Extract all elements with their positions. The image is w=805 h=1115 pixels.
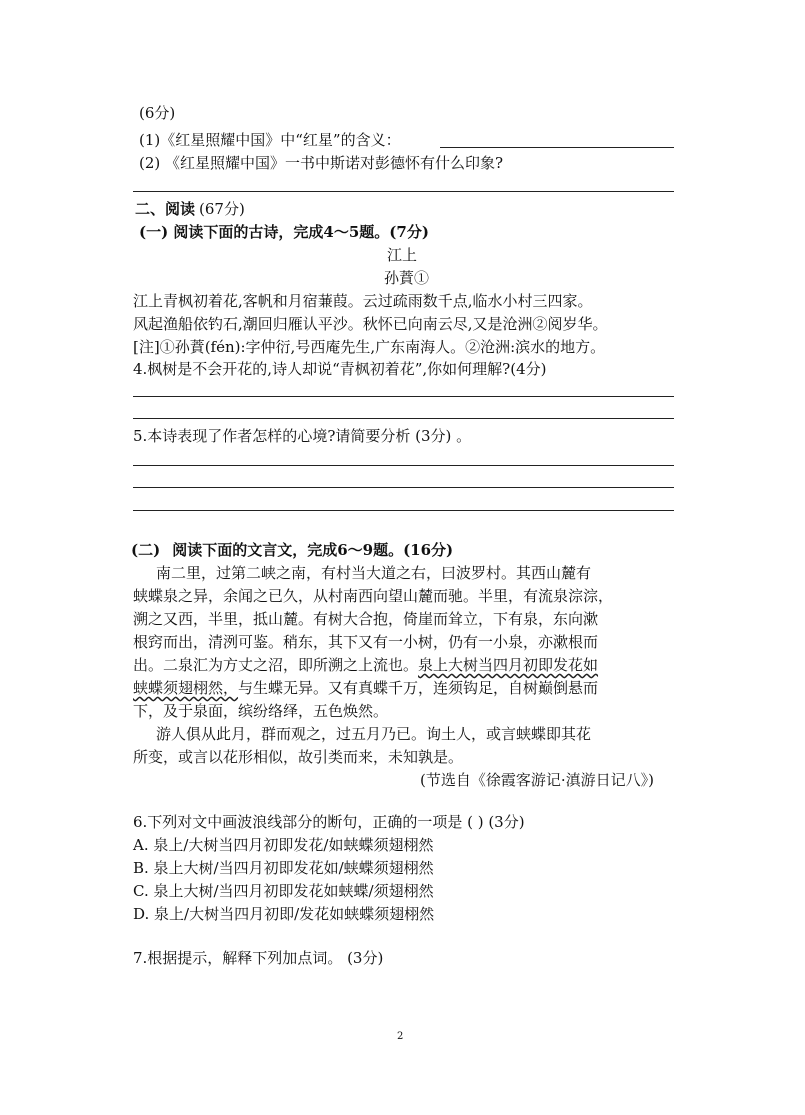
poem-line-2: 风起渔船依钓石,潮回归雁认平沙。秋怀已向南云尽,又是沧洲②阅岁华。 [133,315,608,333]
answer-line-q5-3 [133,510,674,511]
part2-heading-num: (二) [131,541,161,559]
option-d: D. 泉上/大树当四月初即/发花如蛱蝶须翅栩然 [133,905,435,923]
question-2-label: (2) 《红星照耀中国》一书中斯诺对彭德怀有什么印象? [139,154,504,172]
passage-line: 游人俱从此月，群而观之，过五月乃已。询土人，或言蛱蝶即其花 [156,725,592,743]
poem-author: 孙蕡① [384,269,430,287]
passage-line: 下，及于泉面，缤纷络绎，五色焕然。 [133,702,389,720]
passage-text: 与生蝶无异。又有真蝶千万，连须钩足，自树巅倒悬而 [238,679,599,697]
option-a: A. 泉上/大树当四月初即发花/如蛱蝶须翅栩然 [133,836,434,854]
question-7: 7.根据提示，解释下列加点词。 (3分) [133,949,384,967]
question-6: 6.下列对文中画波浪线部分的断句，正确的一项是 ( ) (3分) [133,813,525,831]
passage-source: (节选自《徐霞客游记·滇游日记八》) [420,771,654,789]
question-1-label: (1)《红星照耀中国》中“红星”的含义： [139,131,401,149]
section-title-text: 二、阅读 [135,200,196,218]
passage-line: 溯之又西，半里，抵山麓。有树大合抱，倚崖而耸立，下有泉，东向漱 [133,610,599,628]
wavy-underlined-text: 蛱蝶须翅栩然， [133,679,239,697]
answer-line-q4-2 [133,418,674,419]
part1-heading: (一) 阅读下面的古诗，完成4～5题。(7分) [139,223,429,241]
poem-title: 江上 [387,246,418,264]
question-4: 4.枫树是不会开花的,诗人却说“青枫初着花”,你如何理解?(4分) [133,360,547,378]
section-score: (67分) [199,200,245,218]
passage-line: 所变，或言以花形相似，故引类而来，未知孰是。 [133,748,464,766]
answer-line-q2 [133,191,674,192]
question-5: 5.本诗表现了作者怎样的心境?请简要分析 (3分) 。 [133,427,472,445]
passage-text: 出。二泉汇为方丈之沼，即所溯之上流也。 [133,656,419,674]
answer-line-q1 [440,147,674,148]
section-title [135,199,245,219]
passage-line: 根窍而出，清洌可鉴。稍东，其下又有一小树，仍有一小泉，亦漱根而 [133,633,599,651]
passage-line [133,655,598,675]
option-b: B. 泉上大树/当四月初即发花如/蛱蝶须翅栩然 [133,859,434,877]
answer-line-q5-1 [133,465,674,466]
answer-line-q5-2 [133,487,674,488]
page-number: 2 [397,1031,404,1042]
poem-line-1: 江上青枫初着花,客帆和月宿蒹葭。云过疏雨数千点,临水小村三四家。 [133,292,593,310]
score-note: (6分) [139,104,176,122]
wavy-underlined-text: 泉上大树当四月初即发花如 [418,656,599,674]
option-c: C. 泉上大树/当四月初即发花如蛱蝶/须翅栩然 [133,882,434,900]
passage-line: 蛱蝶泉之异，余闻之已久，从村南西向望山麓而驰。半里，有流泉淙淙， [133,587,614,605]
part2-heading-text: 阅读下面的文言文，完成6～9题。(16分) [172,541,454,559]
passage-line [133,678,598,698]
poem-note: [注]①孙蕡(fén):字仲衍,号西庵先生,广东南海人。②沧洲:滨水的地方。 [133,338,606,356]
answer-line-q4-1 [133,396,674,397]
part2-heading [131,540,453,560]
passage-line: 南二里，过第二峡之南，有村当大道之右，曰波罗村。其西山麓有 [156,564,592,582]
